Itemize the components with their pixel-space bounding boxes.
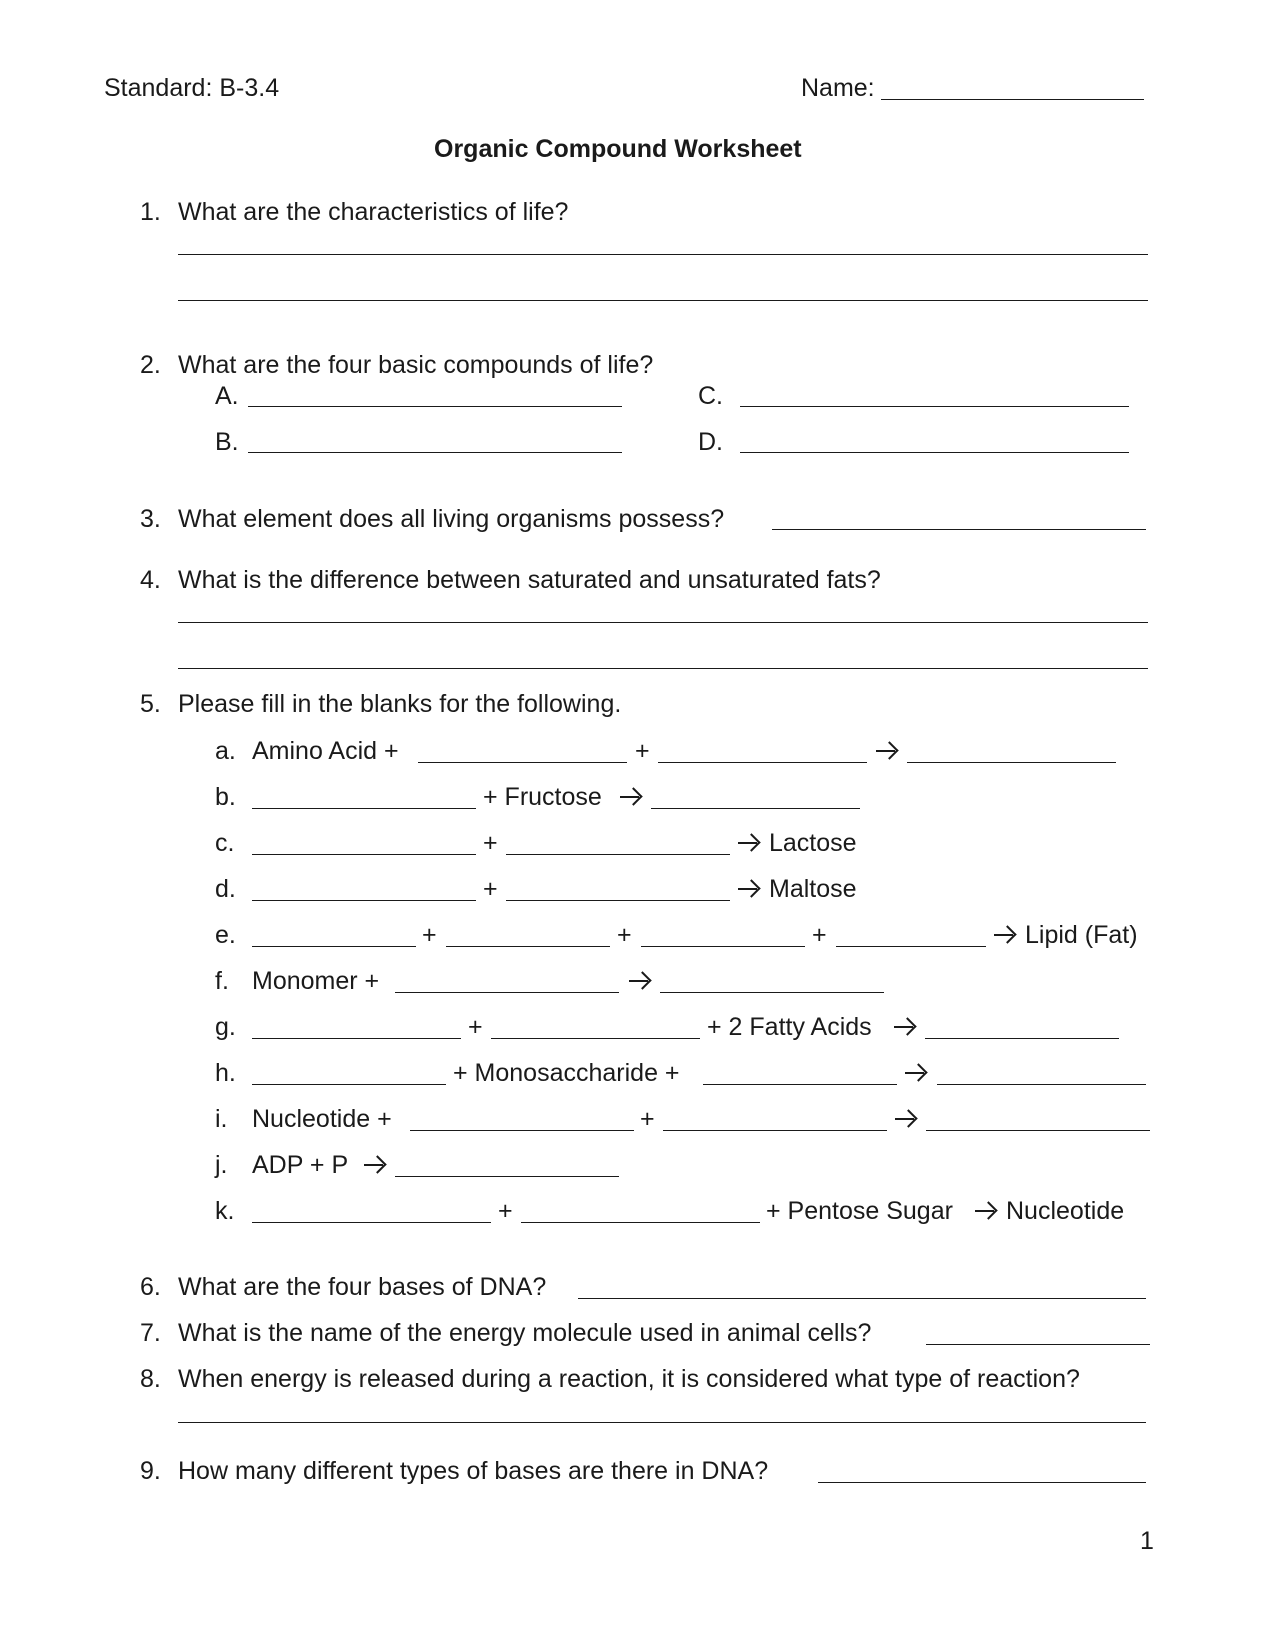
- option-a-label: A.: [215, 382, 239, 410]
- answer-blank[interactable]: [641, 946, 805, 947]
- option-a-blank[interactable]: [248, 406, 622, 407]
- item-k-mid: + Pentose Sugar: [766, 1197, 953, 1225]
- answer-blank[interactable]: [491, 1038, 700, 1039]
- question-8-number: 8.: [140, 1365, 161, 1393]
- answer-blank[interactable]: [651, 808, 860, 809]
- item-g-plus: +: [468, 1013, 483, 1041]
- arrow-icon: [876, 750, 895, 752]
- answer-blank[interactable]: [907, 762, 1116, 763]
- question-5-text: Please fill in the blanks for the following.: [178, 690, 622, 718]
- arrow-icon: [364, 1164, 383, 1166]
- option-b-blank[interactable]: [248, 452, 622, 453]
- option-d-label: D.: [698, 428, 723, 456]
- item-e-letter: e.: [215, 921, 236, 949]
- question-9-number: 9.: [140, 1457, 161, 1485]
- answer-blank[interactable]: [252, 808, 476, 809]
- item-c-end: Lactose: [769, 829, 857, 857]
- item-d-plus: +: [483, 875, 498, 903]
- standard-label: Standard: B-3.4: [104, 74, 280, 102]
- arrow-icon: [620, 796, 639, 798]
- arrow-icon: [975, 1210, 994, 1212]
- item-k-letter: k.: [215, 1197, 235, 1225]
- answer-blank[interactable]: [926, 1130, 1150, 1131]
- answer-line[interactable]: [178, 668, 1148, 669]
- answer-line[interactable]: [926, 1344, 1150, 1345]
- item-c-letter: c.: [215, 829, 235, 857]
- option-c-blank[interactable]: [740, 406, 1129, 407]
- item-b-letter: b.: [215, 783, 236, 811]
- answer-blank[interactable]: [925, 1038, 1119, 1039]
- answer-blank[interactable]: [252, 1084, 446, 1085]
- question-5-number: 5.: [140, 690, 161, 718]
- arrow-icon: [905, 1072, 924, 1074]
- item-i-start: Nucleotide +: [252, 1105, 392, 1133]
- answer-line[interactable]: [578, 1298, 1146, 1299]
- name-label: Name:: [801, 74, 875, 102]
- item-k-end: Nucleotide: [1006, 1197, 1125, 1225]
- answer-blank[interactable]: [395, 1176, 619, 1177]
- question-2-number: 2.: [140, 351, 161, 379]
- item-k-plus: +: [498, 1197, 513, 1225]
- answer-blank[interactable]: [252, 946, 416, 947]
- answer-blank[interactable]: [521, 1222, 760, 1223]
- item-f-letter: f.: [215, 967, 229, 995]
- question-8-text: When energy is released during a reaction, it is considered what type of reaction?: [178, 1365, 1080, 1393]
- item-e-end: Lipid (Fat): [1025, 921, 1138, 949]
- answer-blank[interactable]: [506, 854, 730, 855]
- answer-line[interactable]: [178, 1422, 1146, 1423]
- answer-blank[interactable]: [836, 946, 986, 947]
- answer-line[interactable]: [178, 254, 1148, 255]
- arrow-icon: [894, 1026, 913, 1028]
- answer-blank[interactable]: [252, 1222, 491, 1223]
- item-i-plus: +: [640, 1105, 655, 1133]
- answer-blank[interactable]: [395, 992, 619, 993]
- item-h-mid: + Monosaccharide +: [453, 1059, 680, 1087]
- item-f-start: Monomer +: [252, 967, 380, 995]
- item-d-letter: d.: [215, 875, 236, 903]
- answer-blank[interactable]: [418, 762, 627, 763]
- page-title: Organic Compound Worksheet: [434, 135, 802, 163]
- item-c-plus: +: [483, 829, 498, 857]
- answer-blank[interactable]: [658, 762, 867, 763]
- item-g-mid: + 2 Fatty Acids: [707, 1013, 872, 1041]
- item-j-start: ADP + P: [252, 1151, 349, 1179]
- item-e-plus-2: +: [617, 921, 632, 949]
- answer-line[interactable]: [772, 529, 1146, 530]
- item-j-letter: j.: [215, 1151, 228, 1179]
- question-1-text: What are the characteristics of life?: [178, 198, 569, 226]
- answer-line[interactable]: [178, 300, 1148, 301]
- question-6-text: What are the four bases of DNA?: [178, 1273, 547, 1301]
- answer-blank[interactable]: [252, 900, 476, 901]
- option-d-blank[interactable]: [740, 452, 1129, 453]
- item-a-letter: a.: [215, 737, 236, 765]
- arrow-icon: [738, 888, 757, 890]
- answer-blank[interactable]: [660, 992, 884, 993]
- answer-line[interactable]: [818, 1482, 1146, 1483]
- item-a-start: Amino Acid +: [252, 737, 399, 765]
- question-9-text: How many different types of bases are there in DNA?: [178, 1457, 769, 1485]
- question-1-number: 1.: [140, 198, 161, 226]
- question-6-number: 6.: [140, 1273, 161, 1301]
- arrow-icon: [895, 1118, 914, 1120]
- answer-line[interactable]: [178, 622, 1148, 623]
- item-e-plus-1: +: [422, 921, 437, 949]
- answer-blank[interactable]: [703, 1084, 897, 1085]
- question-2-text: What are the four basic compounds of life?: [178, 351, 654, 379]
- question-4-text: What is the difference between saturated and unsaturated fats?: [178, 566, 881, 594]
- item-i-letter: i.: [215, 1105, 228, 1133]
- answer-blank[interactable]: [937, 1084, 1146, 1085]
- answer-blank[interactable]: [506, 900, 730, 901]
- option-c-label: C.: [698, 382, 723, 410]
- question-4-number: 4.: [140, 566, 161, 594]
- item-d-end: Maltose: [769, 875, 857, 903]
- answer-blank[interactable]: [252, 854, 476, 855]
- question-7-text: What is the name of the energy molecule used in animal cells?: [178, 1319, 872, 1347]
- item-h-letter: h.: [215, 1059, 236, 1087]
- name-blank[interactable]: [881, 99, 1144, 100]
- option-b-label: B.: [215, 428, 239, 456]
- answer-blank[interactable]: [252, 1038, 461, 1039]
- answer-blank[interactable]: [446, 946, 610, 947]
- arrow-icon: [738, 842, 757, 844]
- question-3-number: 3.: [140, 505, 161, 533]
- item-e-plus-3: +: [812, 921, 827, 949]
- item-b-mid: + Fructose: [483, 783, 602, 811]
- page-number: 1: [1140, 1527, 1154, 1555]
- arrow-icon: [994, 934, 1013, 936]
- answer-blank[interactable]: [410, 1130, 634, 1131]
- arrow-icon: [629, 980, 648, 982]
- answer-blank[interactable]: [663, 1130, 887, 1131]
- item-g-letter: g.: [215, 1013, 236, 1041]
- question-3-text: What element does all living organisms possess?: [178, 505, 725, 533]
- question-7-number: 7.: [140, 1319, 161, 1347]
- item-a-plus: +: [635, 737, 650, 765]
